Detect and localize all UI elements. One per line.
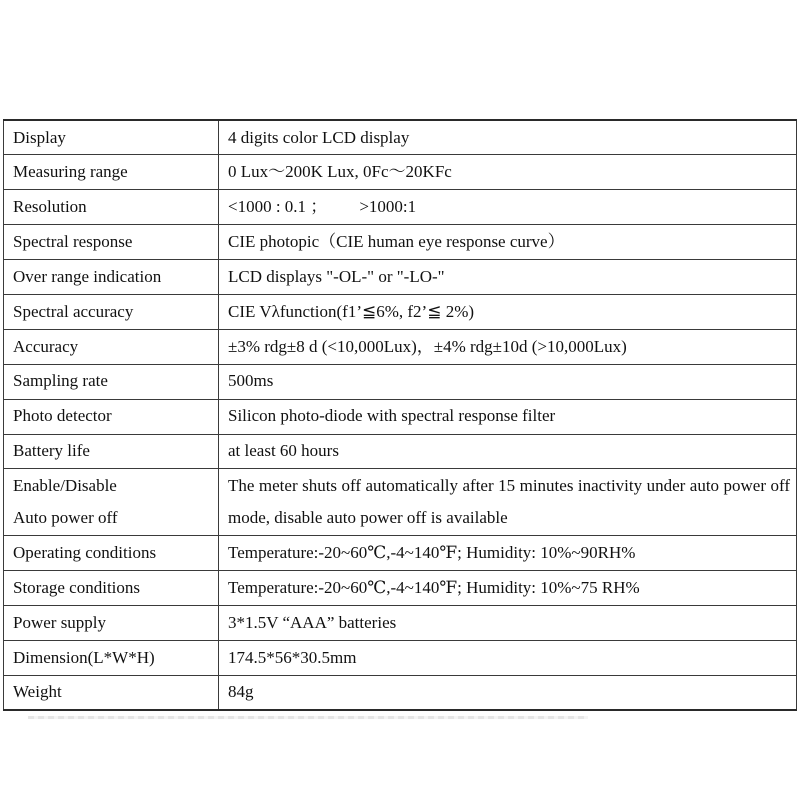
spec-label: Spectral accuracy (4, 294, 219, 329)
spec-label-line-1: Enable/Disable (13, 476, 117, 496)
spec-row-storage-conditions (4, 571, 797, 606)
spec-value: at least 60 hours (219, 434, 797, 469)
spec-label: Accuracy (4, 329, 219, 364)
spec-label: Over range indication (4, 260, 219, 295)
spec-row-accuracy (4, 329, 797, 364)
spec-row-battery-life (4, 434, 797, 469)
spec-row-dimension (4, 641, 797, 676)
spec-value: CIE Vλfunction(f1’≦6%, f2’≦ 2%) (219, 294, 797, 329)
spec-label-line-2: Auto power off (13, 508, 118, 528)
spec-value (219, 469, 797, 536)
spec-label: Photo detector (4, 399, 219, 434)
spec-label: Dimension(L*W*H) (4, 641, 219, 676)
spec-row-over-range-indication (4, 260, 797, 295)
spec-row-measuring-range (4, 155, 797, 190)
spec-row-power-supply (4, 606, 797, 641)
spec-row-spectral-response (4, 225, 797, 260)
spec-row-spectral-accuracy (4, 294, 797, 329)
spec-row-operating-conditions (4, 536, 797, 571)
spec-value: Temperature:-20~60℃,-4~140℉; Humidity: 10%~75 RH% (219, 571, 797, 606)
spec-label: Operating conditions (4, 536, 219, 571)
spec-label: Spectral response (4, 225, 219, 260)
resolution-low: <1000 : 0.1 ； (228, 197, 328, 217)
spec-value: 84g (219, 675, 797, 710)
spec-value: 500ms (219, 364, 797, 399)
resolution-high: >1000:1 (359, 197, 417, 217)
spec-row-resolution (4, 190, 797, 225)
spec-label: Sampling rate (4, 364, 219, 399)
spec-value: Silicon photo-diode with spectral response filter (219, 399, 797, 434)
spec-label: Measuring range (4, 155, 219, 190)
auto-power-off-description: The meter shuts off automatically after 15 minutes inactivity under auto power off mode, disable auto power off is available (228, 476, 790, 528)
faded-footer-line (28, 716, 588, 719)
spec-label (4, 469, 219, 536)
spec-row-sampling-rate (4, 364, 797, 399)
spec-label: Storage conditions (4, 571, 219, 606)
spec-label: Resolution (4, 190, 219, 225)
spec-value: 3*1.5V “AAA” batteries (219, 606, 797, 641)
spec-value: 0 Lux～200K Lux, 0Fc～20KFc (219, 155, 797, 190)
spec-label: Power supply (4, 606, 219, 641)
spec-value: LCD displays "-OL-" or "-LO-" (219, 260, 797, 295)
spec-value: 174.5*56*30.5mm (219, 641, 797, 676)
spec-value: Temperature:-20~60℃,-4~140℉; Humidity: 10%~90RH% (219, 536, 797, 571)
spec-value: CIE photopic（CIE human eye response curve） (219, 225, 797, 260)
spec-value: 4 digits color LCD display (219, 120, 797, 155)
specifications-table (3, 119, 797, 711)
spec-value: ±3% rdg±8 d (<10,000Lux)，±4% rdg±10d (>10,000Lux) (219, 329, 797, 364)
spec-row-display (4, 120, 797, 155)
spec-row-photo-detector (4, 399, 797, 434)
spec-label: Weight (4, 675, 219, 710)
spec-label: Battery life (4, 434, 219, 469)
spec-row-weight (4, 675, 797, 710)
spec-value (219, 190, 797, 225)
spec-row-auto-power-off (4, 469, 797, 536)
spec-label: Display (4, 120, 219, 155)
